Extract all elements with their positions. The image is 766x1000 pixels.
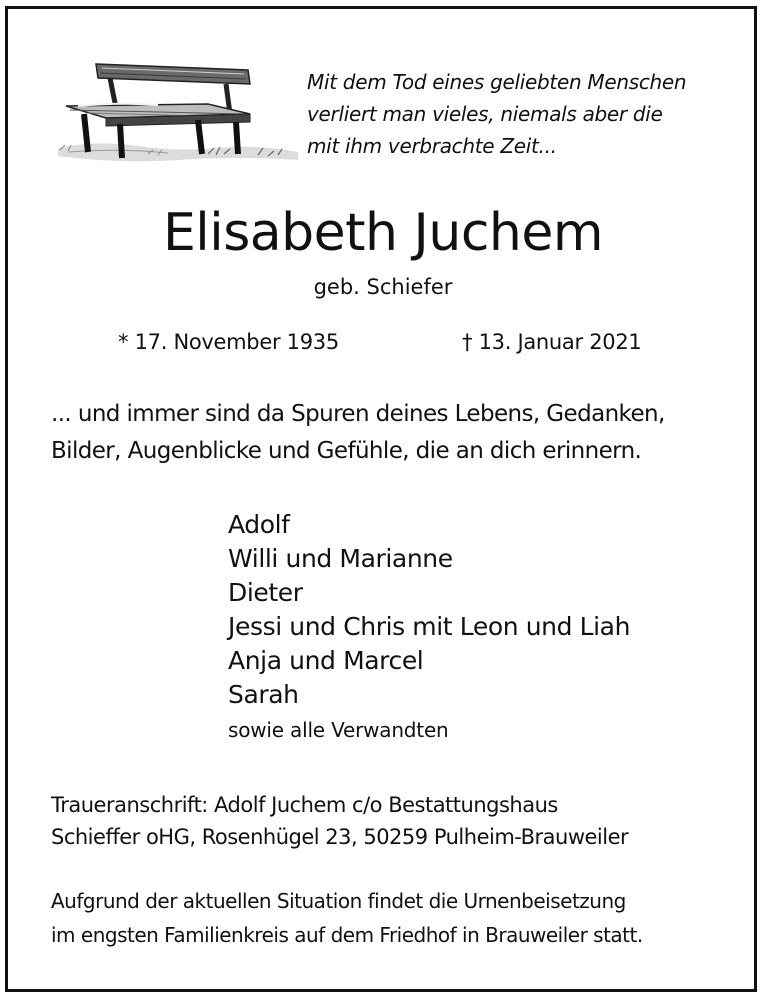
notice-line: Aufgrund der aktuellen Situation findet die Urnenbeisetzung [51, 889, 626, 913]
quote-line: mit ihm verbrachte Zeit... [307, 134, 557, 158]
mourning-address [51, 789, 628, 853]
death-date: † 13. Januar 2021 [462, 330, 642, 354]
other-relatives: sowie alle Verwandten [228, 718, 449, 742]
mourner-name: Adolf [228, 510, 290, 539]
birth-date: * 17. November 1935 [118, 330, 339, 354]
mourner-name: Anja und Marcel [228, 646, 424, 675]
quote-line: Mit dem Tod eines geliebten Menschen [307, 70, 687, 94]
address-line: Schieffer oHG, Rosenhügel 23, 50259 Pulheim-Brauweiler [51, 825, 629, 849]
mourners-list [228, 508, 630, 748]
deceased-name: Elisabeth Juchem [162, 203, 604, 263]
verse-line: Bilder, Augenblicke und Gefühle, die an dich erinnern. [51, 438, 642, 464]
mourner-name: Jessi und Chris mit Leon und Liah [228, 612, 631, 641]
memorial-verse [51, 396, 665, 470]
burial-notice [51, 884, 643, 952]
mourner-name: Willi und Marianne [228, 544, 453, 573]
notice-line: im engsten Familienkreis auf dem Friedhof in Brauweiler statt. [51, 923, 643, 947]
maiden-name: geb. Schiefer [313, 275, 453, 299]
mourner-name: Sarah [228, 680, 299, 709]
address-line: Traueranschrift: Adolf Juchem c/o Bestattungshaus [51, 793, 558, 817]
verse-line: ... und immer sind da Spuren deines Lebens, Gedanken, [51, 401, 665, 427]
mourner-name: Dieter [228, 578, 303, 607]
bench-illustration [58, 56, 298, 166]
quote-line: verliert man vieles, niemals aber die [307, 102, 663, 126]
memorial-quote [307, 66, 686, 162]
